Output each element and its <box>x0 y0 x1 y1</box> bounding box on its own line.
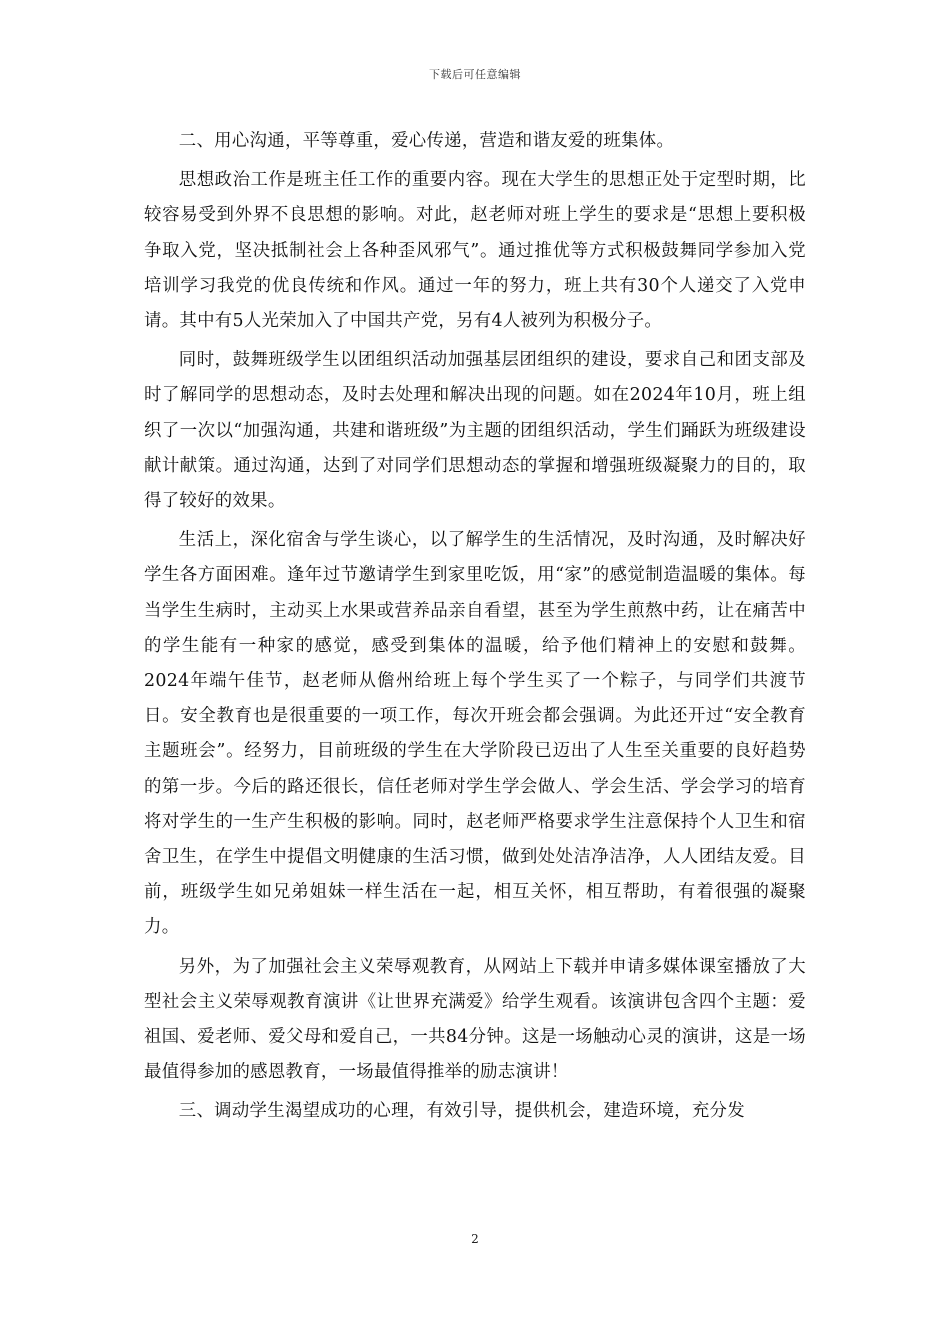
section-heading-2: 二、用心沟通，平等尊重，爱心传递，营造和谐友爱的班集体。 <box>178 131 675 151</box>
paragraph-honor-education: 另外，为了加强社会主义荣辱观教育，从网站上下载并申请多媒体课室播放了大型社会主义荣辱观教育演讲《让世界充满爱》给学生观看。该演讲包含四个主题：爱祖国、爱老师、爱父母和爱自己，一共84分钟。这是一场触动心灵的演讲，这是一场最值得参加的感恩教育，一场最值得推举的励志演讲！ <box>144 956 806 1083</box>
page-number: 2 <box>471 1232 479 1246</box>
page-header: 下载后可任意编辑 <box>429 68 521 81</box>
section-heading-3: 三、调动学生渴望成功的心理，有效引导，提供机会，建造环境，充分发 <box>178 1101 745 1122</box>
paragraph-political-work: 思想政治工作是班主任工作的重要内容。现在大学生的思想正处于定型时期，比较容易受到外界不良思想的影响。对此，赵老师对班上学生的要求是“思想上要积极争取入党，坚决抵制社会上各种歪风邪气”。通过推优等方式积极鼓舞同学参加入党培训学习我党的优良传统和作风。通过一年的努力，班上共有30个人递交了入党申请。其中有5人光荣加入了中国共产党，另有4人被列为积极分子。 <box>144 170 806 332</box>
paragraph-student-life: 生活上，深化宿舍与学生谈心，以了解学生的生活情况，及时沟通，及时解决好学生各方面困难。逢年过节邀请学生到家里吃饭，用“家”的感觉制造温暖的集体。每当学生生病时，主动买上水果或营养品亲自看望，甚至为学生煎熬中药，让在痛苦中的学生能有一种家的感觉，感受到集体的温暖，给予他们精神上的安慰和鼓舞。2024年端午佳节，赵老师从儋州给班上每个学生买了一个粽子，与同学们共渡节日。安全教育也是很重要的一项工作，每次开班会都会强调。为此还开过“安全教育主题班会”。经努力，目前班级的学生在大学阶段已迈出了人生至关重要的良好趋势的第一步。今后的路还很长，信任老师对学生学会做人、学会生活、学会学习的培育将对学生的一生产生积极的影响。同时，赵老师严格要求学生注意保持个人卫生和宿舍卫生，在学生中提倡文明健康的生活习惯，做到处处洁净洁净，人人团结友爱。目前，班级学生如兄弟姐妹一样生活在一起，相互关怀，相互帮助，有着很强的凝聚力。 <box>144 530 806 938</box>
document-body <box>144 124 806 1134</box>
paragraph-league-activities: 同时，鼓舞班级学生以团组织活动加强基层团组织的建设，要求自己和团支部及时了解同学的思想动态，及时去处理和解决出现的问题。如在2024年10月，班上组织了一次以“加强沟通，共建和谐班级”为主题的团组织活动，学生们踊跃为班级建设献计献策。通过沟通，达到了对同学们思想动态的掌握和增强班级凝聚力的目的，取得了较好的效果。 <box>144 350 806 512</box>
